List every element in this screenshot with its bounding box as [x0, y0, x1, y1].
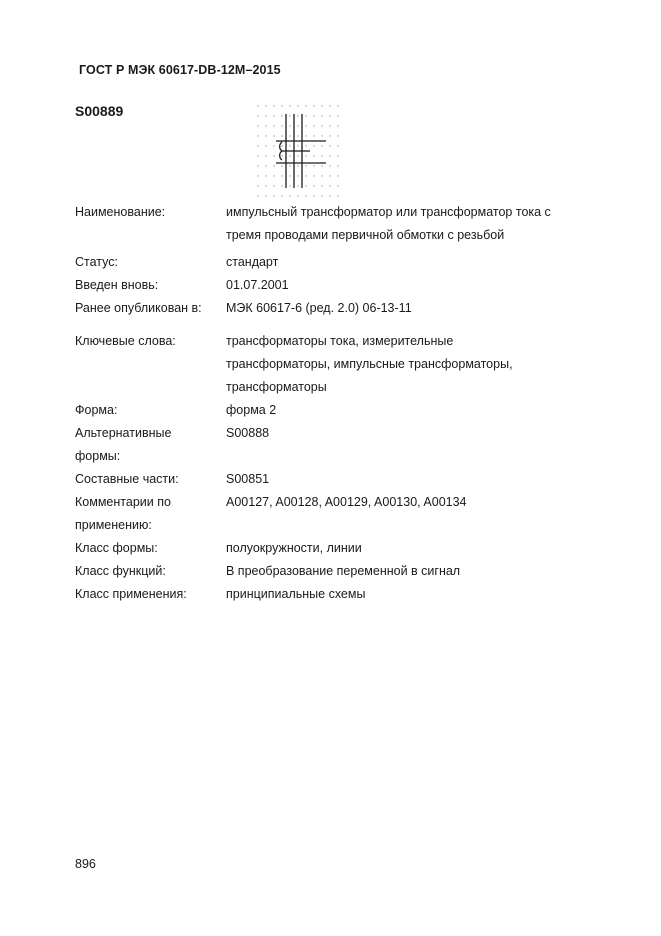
- introduced-value: 01.07.2001: [226, 278, 289, 292]
- application-class-label: Класс применения:: [75, 587, 187, 601]
- keywords-value-line-2: трансформаторы, импульсные трансформаторы,: [226, 357, 513, 371]
- alternative-forms-label-line-2: формы:: [75, 449, 121, 463]
- application-comments-label-line-1: Комментарии по: [75, 495, 171, 509]
- name-label: Наименование:: [75, 205, 166, 219]
- function-class-label: Класс функций:: [75, 564, 166, 578]
- alternative-forms-value: S00888: [226, 426, 270, 440]
- components-value: S00851: [226, 472, 270, 486]
- symbol-code: S00889: [75, 103, 124, 119]
- previously-published-value: МЭК 60617-6 (ред. 2.0) 06-13-11: [226, 301, 412, 315]
- status-value: стандарт: [226, 255, 279, 269]
- alternative-forms-label-line-1: Альтернативные: [75, 426, 172, 440]
- transformer-symbol-icon: [252, 100, 348, 209]
- form-value: форма 2: [226, 403, 277, 417]
- shape-class-label: Класс формы:: [75, 541, 158, 555]
- previously-published-label: Ранее опубликован в:: [75, 301, 202, 315]
- name-value-line-1: импульсный трансформатор или трансформатор тока с: [226, 205, 551, 219]
- page-number: 896: [75, 857, 96, 871]
- name-value-line-2: тремя проводами первичной обмотки с резьбой: [226, 228, 505, 242]
- form-label: Форма:: [75, 403, 118, 417]
- keywords-value-line-3: трансформаторы: [226, 380, 327, 394]
- keywords-label: Ключевые слова:: [75, 334, 176, 348]
- components-label: Составные части:: [75, 472, 179, 486]
- shape-class-value: полуокружности, линии: [226, 541, 362, 555]
- application-class-value: принципиальные схемы: [226, 587, 366, 601]
- keywords-value-line-1: трансформаторы тока, измерительные: [226, 334, 454, 348]
- application-comments-label-line-2: применению:: [75, 518, 152, 532]
- status-label: Статус:: [75, 255, 118, 269]
- document-header: ГОСТ Р МЭК 60617-DB-12M–2015: [79, 63, 281, 77]
- application-comments-value: A00127, A00128, A00129, A00130, A00134: [226, 495, 467, 509]
- introduced-label: Введен вновь:: [75, 278, 159, 292]
- function-class-value: В преобразование переменной в сигнал: [226, 564, 461, 578]
